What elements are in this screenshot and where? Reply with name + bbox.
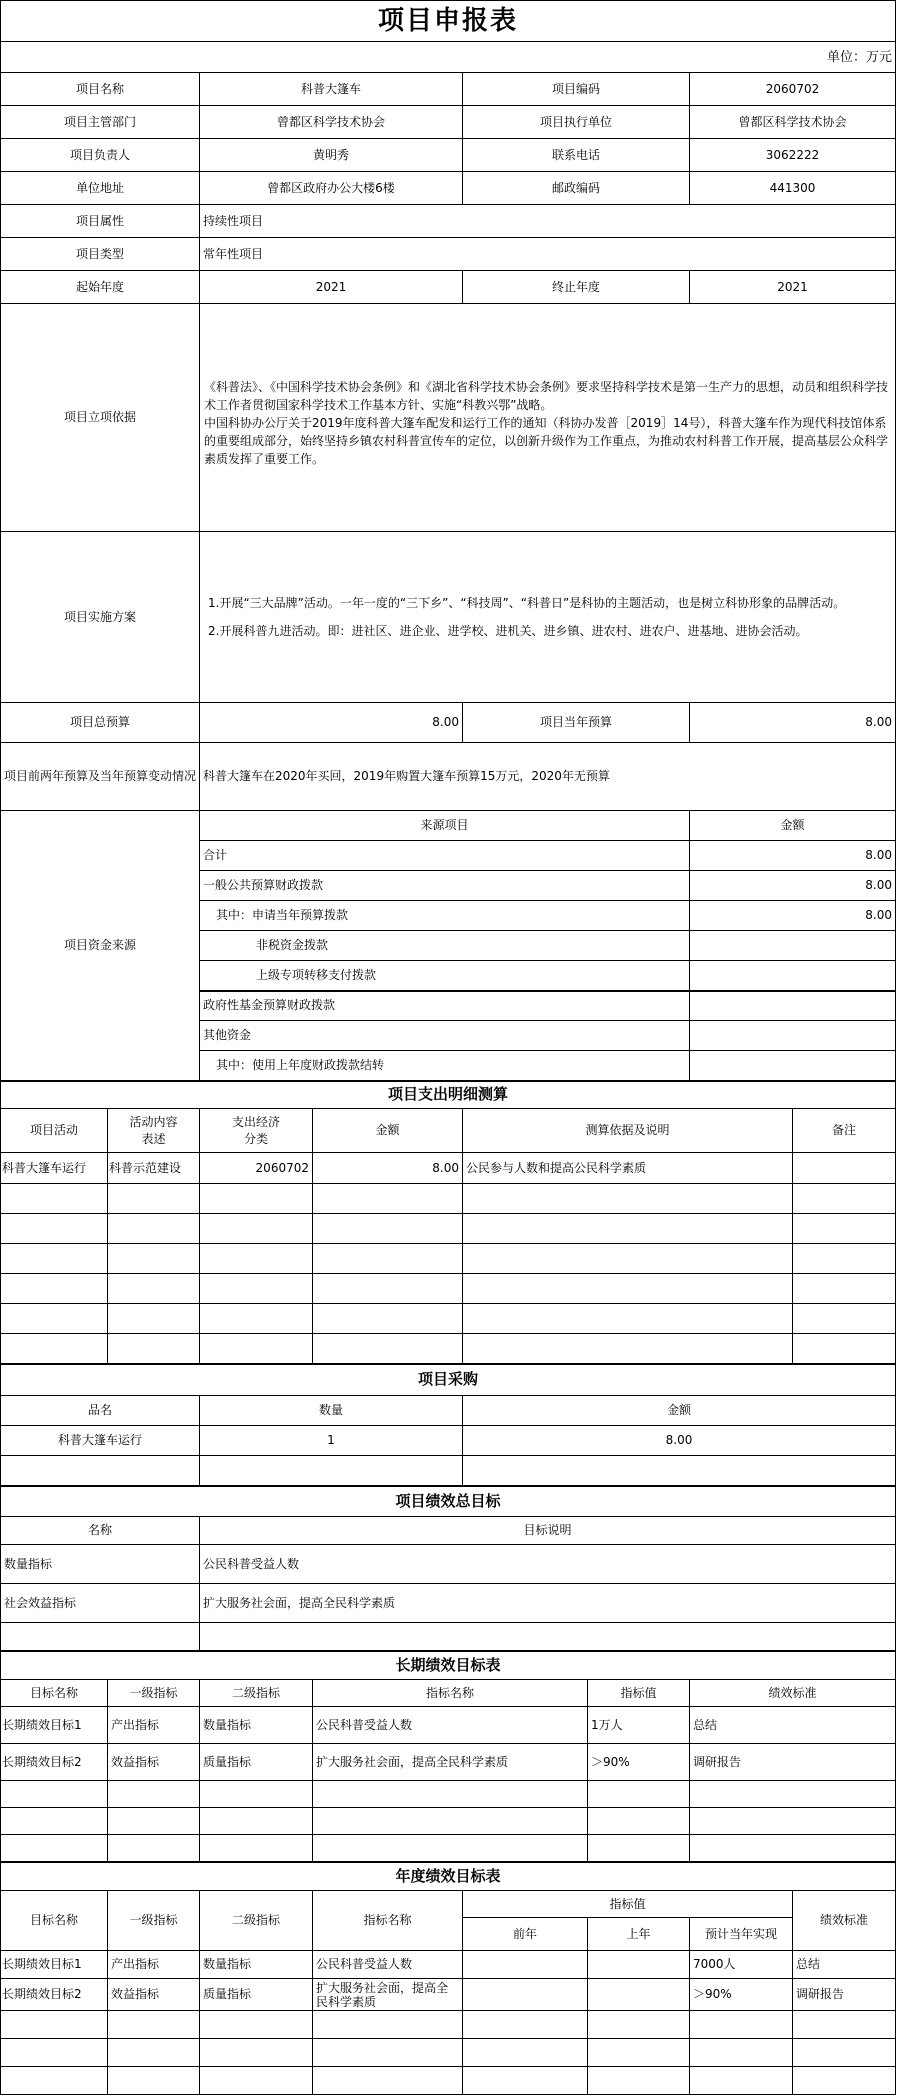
end-year-label: 终止年度 bbox=[463, 271, 690, 304]
plan-paragraph-2: 2.开展科普九进活动。即：进社区、进企业、进学校、进机关、进乡镇、进农村、进农户、进基地、进协会活动。 bbox=[208, 624, 808, 638]
basis-text bbox=[200, 304, 896, 532]
purchase-header-qty: 数量 bbox=[200, 1396, 463, 1426]
purchase-item-name: 科普大篷车运行 bbox=[1, 1426, 200, 1456]
expense-content: 科普示范建设 bbox=[108, 1153, 200, 1184]
table-row bbox=[1, 1835, 896, 1862]
zip-value: 441300 bbox=[690, 172, 896, 205]
annual-goal: 长期绩效目标1 bbox=[1, 1951, 108, 1979]
address-label: 单位地址 bbox=[1, 172, 200, 205]
expense-header-content: 活动内容 表述 bbox=[108, 1109, 200, 1153]
long-term-section-title: 长期绩效目标表 bbox=[1, 1651, 896, 1680]
annual-prev2 bbox=[463, 1979, 588, 2011]
table-row bbox=[1, 1808, 896, 1835]
annual-header-std: 绩效标准 bbox=[793, 1891, 896, 1951]
table-row bbox=[1, 1456, 896, 1486]
perf-total-name: 社会效益指标 bbox=[1, 1584, 200, 1623]
dept-value: 曾都区科学技术协会 bbox=[200, 106, 463, 139]
annual-header-l1: 一级指标 bbox=[108, 1891, 200, 1951]
table-row bbox=[1, 1781, 896, 1808]
table-row bbox=[1, 1244, 896, 1274]
annual-l1: 产出指标 bbox=[108, 1951, 200, 1979]
funding-row-amount: 8.00 bbox=[690, 871, 896, 901]
funding-source-header: 来源项目 bbox=[200, 811, 690, 841]
annual-std: 调研报告 bbox=[793, 1979, 896, 2011]
annual-l2: 数量指标 bbox=[200, 1951, 313, 1979]
zip-label: 邮政编码 bbox=[463, 172, 690, 205]
funding-row-amount bbox=[690, 931, 896, 961]
funding-row-amount bbox=[690, 961, 896, 991]
long-header-value: 指标值 bbox=[588, 1680, 690, 1707]
annual-header-name: 指标名称 bbox=[313, 1891, 463, 1951]
funding-row-name: 合计 bbox=[200, 841, 690, 871]
expense-amount: 8.00 bbox=[313, 1153, 463, 1184]
type-label: 项目类型 bbox=[1, 238, 200, 271]
long-header-l1: 一级指标 bbox=[108, 1680, 200, 1707]
total-budget-label: 项目总预算 bbox=[1, 703, 200, 743]
annual-section-title: 年度绩效目标表 bbox=[1, 1862, 896, 1891]
funding-row-name: 非税资金拨款 bbox=[200, 931, 690, 961]
purchase-header-name: 品名 bbox=[1, 1396, 200, 1426]
table-row bbox=[1, 2067, 896, 2095]
total-budget-value: 8.00 bbox=[200, 703, 463, 743]
annual-header-prev1: 上年 bbox=[588, 1918, 690, 1951]
funding-row-name: 政府性基金预算财政拨款 bbox=[200, 991, 690, 1021]
type-value: 常年性项目 bbox=[200, 238, 896, 271]
expense-note bbox=[793, 1153, 896, 1184]
purchase-item-qty: 1 bbox=[200, 1426, 463, 1456]
long-value: ＞90% bbox=[588, 1744, 690, 1781]
start-year-value: 2021 bbox=[200, 271, 463, 304]
long-std: 调研报告 bbox=[690, 1744, 896, 1781]
expense-header-basis: 测算依据及说明 bbox=[463, 1109, 793, 1153]
phone-value: 3062222 bbox=[690, 139, 896, 172]
annual-prev1 bbox=[588, 1951, 690, 1979]
expense-econ: 2060702 bbox=[200, 1153, 313, 1184]
annual-header-l2: 二级指标 bbox=[200, 1891, 313, 1951]
table-row bbox=[1, 1184, 896, 1214]
funding-label: 项目资金来源 bbox=[1, 811, 200, 1081]
long-header-goal: 目标名称 bbox=[1, 1680, 108, 1707]
table-row bbox=[1, 1214, 896, 1244]
annual-est: 7000人 bbox=[690, 1951, 793, 1979]
annual-est: ＞90% bbox=[690, 1979, 793, 2011]
basis-paragraph-1: 《科普法》、《中国科学技术协会条例》和《湖北省科学技术协会条例》要求坚持科学技术是第一生产力的思想，动员和组织科学技术工作者贯彻国家科学技术工作基本方针、实施“科教兴鄂”战略。 bbox=[204, 380, 889, 412]
expense-header-econ: 支出经济 分类 bbox=[200, 1109, 313, 1153]
table-row bbox=[1, 1334, 896, 1364]
funding-row-name: 其他资金 bbox=[200, 1021, 690, 1051]
exec-label: 项目执行单位 bbox=[463, 106, 690, 139]
table-row bbox=[1, 1623, 896, 1651]
basis-paragraph-2: 中国科协办公厅关于2019年度科普大篷车配发和运行工作的通知（科协办发普［2019］14号），科普大篷车作为现代科技馆体系的重要组成部分，始终坚持乡镇农村科普宣传车的定位，以创新升级作为工作重点，为推动农村科普工作开展，提高基层公众科学素质发挥了重要工作。 bbox=[204, 416, 889, 466]
funding-row-amount bbox=[690, 1051, 896, 1081]
table-row bbox=[1, 1274, 896, 1304]
perf-total-name: 数量指标 bbox=[1, 1545, 200, 1584]
year-budget-value: 8.00 bbox=[690, 703, 896, 743]
project-code-value: 2060702 bbox=[690, 73, 896, 106]
perf-total-header-desc: 目标说明 bbox=[200, 1517, 896, 1545]
annual-goal: 长期绩效目标2 bbox=[1, 1979, 108, 2011]
long-value: 1万人 bbox=[588, 1707, 690, 1744]
expense-header-note: 备注 bbox=[793, 1109, 896, 1153]
annual-header-goal: 目标名称 bbox=[1, 1891, 108, 1951]
annual-header-value: 指标值 bbox=[463, 1891, 793, 1918]
long-name: 公民科普受益人数 bbox=[313, 1707, 588, 1744]
perf-total-desc: 公民科普受益人数 bbox=[200, 1545, 896, 1584]
year-budget-label: 项目当年预算 bbox=[463, 703, 690, 743]
expense-section-title: 项目支出明细测算 bbox=[1, 1081, 896, 1109]
table-row bbox=[1, 2011, 896, 2039]
annual-l1: 效益指标 bbox=[108, 1979, 200, 2011]
annual-name: 公民科普受益人数 bbox=[313, 1951, 463, 1979]
budget-change-value: 科普大篷车在2020年买回，2019年购置大篷车预算15万元，2020年无预算 bbox=[200, 743, 896, 811]
table-row bbox=[1, 1304, 896, 1334]
annual-l2: 质量指标 bbox=[200, 1979, 313, 2011]
owner-label: 项目负责人 bbox=[1, 139, 200, 172]
funding-row-name: 上级专项转移支付拨款 bbox=[200, 961, 690, 991]
funding-row-amount bbox=[690, 1021, 896, 1051]
annual-name: 扩大服务社会面，提高全民科学素质 bbox=[313, 1979, 463, 2011]
long-header-l2: 二级指标 bbox=[200, 1680, 313, 1707]
perf-total-desc: 扩大服务社会面，提高全民科学素质 bbox=[200, 1584, 896, 1623]
funding-row-amount: 8.00 bbox=[690, 841, 896, 871]
long-std: 总结 bbox=[690, 1707, 896, 1744]
start-year-label: 起始年度 bbox=[1, 271, 200, 304]
expense-header-amount: 金额 bbox=[313, 1109, 463, 1153]
address-value: 曾都区政府办公大楼6楼 bbox=[200, 172, 463, 205]
phone-label: 联系电话 bbox=[463, 139, 690, 172]
plan-text bbox=[200, 532, 896, 703]
long-l1: 效益指标 bbox=[108, 1744, 200, 1781]
owner-value: 黄明秀 bbox=[200, 139, 463, 172]
long-l1: 产出指标 bbox=[108, 1707, 200, 1744]
long-header-std: 绩效标准 bbox=[690, 1680, 896, 1707]
dept-label: 项目主管部门 bbox=[1, 106, 200, 139]
expense-basis: 公民参与人数和提高公民科学素质 bbox=[463, 1153, 793, 1184]
purchase-header-amount: 金额 bbox=[463, 1396, 896, 1426]
unit-label: 单位：万元 bbox=[1, 42, 896, 73]
funding-row-amount: 8.00 bbox=[690, 901, 896, 931]
project-code-label: 项目编码 bbox=[463, 73, 690, 106]
purchase-item-amount: 8.00 bbox=[463, 1426, 896, 1456]
perf-total-header-name: 名称 bbox=[1, 1517, 200, 1545]
attr-value: 持续性项目 bbox=[200, 205, 896, 238]
end-year-value: 2021 bbox=[690, 271, 896, 304]
long-l2: 质量指标 bbox=[200, 1744, 313, 1781]
exec-value: 曾都区科学技术协会 bbox=[690, 106, 896, 139]
funding-row-name: 其中：申请当年预算拨款 bbox=[200, 901, 690, 931]
annual-std: 总结 bbox=[793, 1951, 896, 1979]
attr-label: 项目属性 bbox=[1, 205, 200, 238]
plan-paragraph-1: 1.开展“三大品牌”活动。一年一度的“三下乡”、“科技周”、“科普日”是科协的主题活动，也是树立科协形象的品牌活动。 bbox=[208, 596, 846, 610]
funding-amount-header: 金额 bbox=[690, 811, 896, 841]
long-header-name: 指标名称 bbox=[313, 1680, 588, 1707]
project-name-label: 项目名称 bbox=[1, 73, 200, 106]
page-title: 项目申报表 bbox=[1, 1, 896, 42]
plan-label: 项目实施方案 bbox=[1, 532, 200, 703]
expense-header-activity: 项目活动 bbox=[1, 1109, 108, 1153]
funding-row-name: 其中：使用上年度财政拨款结转 bbox=[200, 1051, 690, 1081]
project-name-value: 科普大篷车 bbox=[200, 73, 463, 106]
long-goal: 长期绩效目标1 bbox=[1, 1707, 108, 1744]
long-name: 扩大服务社会面，提高全民科学素质 bbox=[313, 1744, 588, 1781]
annual-header-prev2: 前年 bbox=[463, 1918, 588, 1951]
purchase-section-title: 项目采购 bbox=[1, 1364, 896, 1396]
annual-prev2 bbox=[463, 1951, 588, 1979]
annual-header-est: 预计当年实现 bbox=[690, 1918, 793, 1951]
basis-label: 项目立项依据 bbox=[1, 304, 200, 532]
expense-activity: 科普大篷车运行 bbox=[1, 1153, 108, 1184]
budget-change-label: 项目前两年预算及当年预算变动情况 bbox=[1, 743, 200, 811]
long-goal: 长期绩效目标2 bbox=[1, 1744, 108, 1781]
perf-total-section-title: 项目绩效总目标 bbox=[1, 1486, 896, 1517]
long-l2: 数量指标 bbox=[200, 1707, 313, 1744]
annual-prev1 bbox=[588, 1979, 690, 2011]
table-row bbox=[1, 2039, 896, 2067]
funding-row-amount bbox=[690, 991, 896, 1021]
funding-row-name: 一般公共预算财政拨款 bbox=[200, 871, 690, 901]
